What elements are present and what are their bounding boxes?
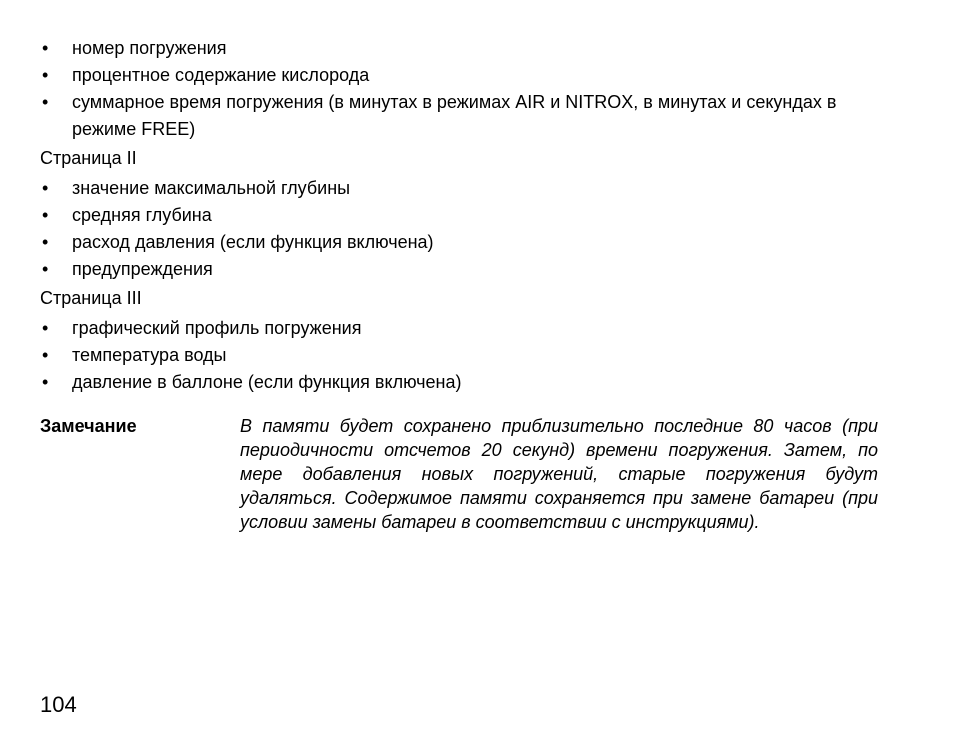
section-heading-page3: Страница III xyxy=(40,288,142,308)
note-text: В памяти будет сохранено приблизительно последние 80 часов (при периодичности отсчетов 20 секунд) времени погружения. Затем, по мере добавления новых погружений, старые погружения будут удаляться. Содержимое памяти сохраняется при замене батареи (при условии замены батареи в соответствии с инструкциями). xyxy=(240,416,878,532)
list-item xyxy=(40,256,878,283)
list-item-text: графический профиль погружения xyxy=(72,318,362,338)
section-heading-page2: Страница II xyxy=(40,148,137,168)
list-item-text: суммарное время погружения (в минутах в режимах AIR и NITROX, в минутах и секундах в режиме FREE) xyxy=(72,92,837,139)
bullet-list-intro xyxy=(40,35,878,143)
list-item xyxy=(40,89,878,143)
note-block xyxy=(40,414,878,534)
page-number: 104 xyxy=(40,692,77,717)
list-item xyxy=(40,175,878,202)
list-item xyxy=(40,229,878,256)
list-item-text: температура воды xyxy=(72,345,227,365)
list-item-text: предупреждения xyxy=(72,259,213,279)
list-item-text: процентное содержание кислорода xyxy=(72,65,370,85)
list-item xyxy=(40,35,878,62)
bullet-marker: • xyxy=(42,38,49,58)
page-content xyxy=(40,35,878,534)
bullet-marker: • xyxy=(42,318,49,338)
bullet-marker: • xyxy=(42,345,49,365)
bullet-marker: • xyxy=(42,178,49,198)
bullet-marker: • xyxy=(42,92,49,112)
bullet-list-page3 xyxy=(40,315,878,396)
note-label: Замечание xyxy=(40,416,137,436)
list-item xyxy=(40,342,878,369)
list-item xyxy=(40,62,878,89)
list-item-text: значение максимальной глубины xyxy=(72,178,351,198)
bullet-marker: • xyxy=(42,259,49,279)
list-item xyxy=(40,369,878,396)
list-item-text: средняя глубина xyxy=(72,205,212,225)
list-item xyxy=(40,202,878,229)
list-item-text: расход давления (если функция включена) xyxy=(72,232,434,252)
list-item xyxy=(40,315,878,342)
list-item-text: давление в баллоне (если функция включена) xyxy=(72,372,462,392)
bullet-marker: • xyxy=(42,372,49,392)
list-item-text: номер погружения xyxy=(72,38,227,58)
bullet-marker: • xyxy=(42,205,49,225)
bullet-list-page2 xyxy=(40,175,878,283)
bullet-marker: • xyxy=(42,65,49,85)
bullet-marker: • xyxy=(42,232,49,252)
